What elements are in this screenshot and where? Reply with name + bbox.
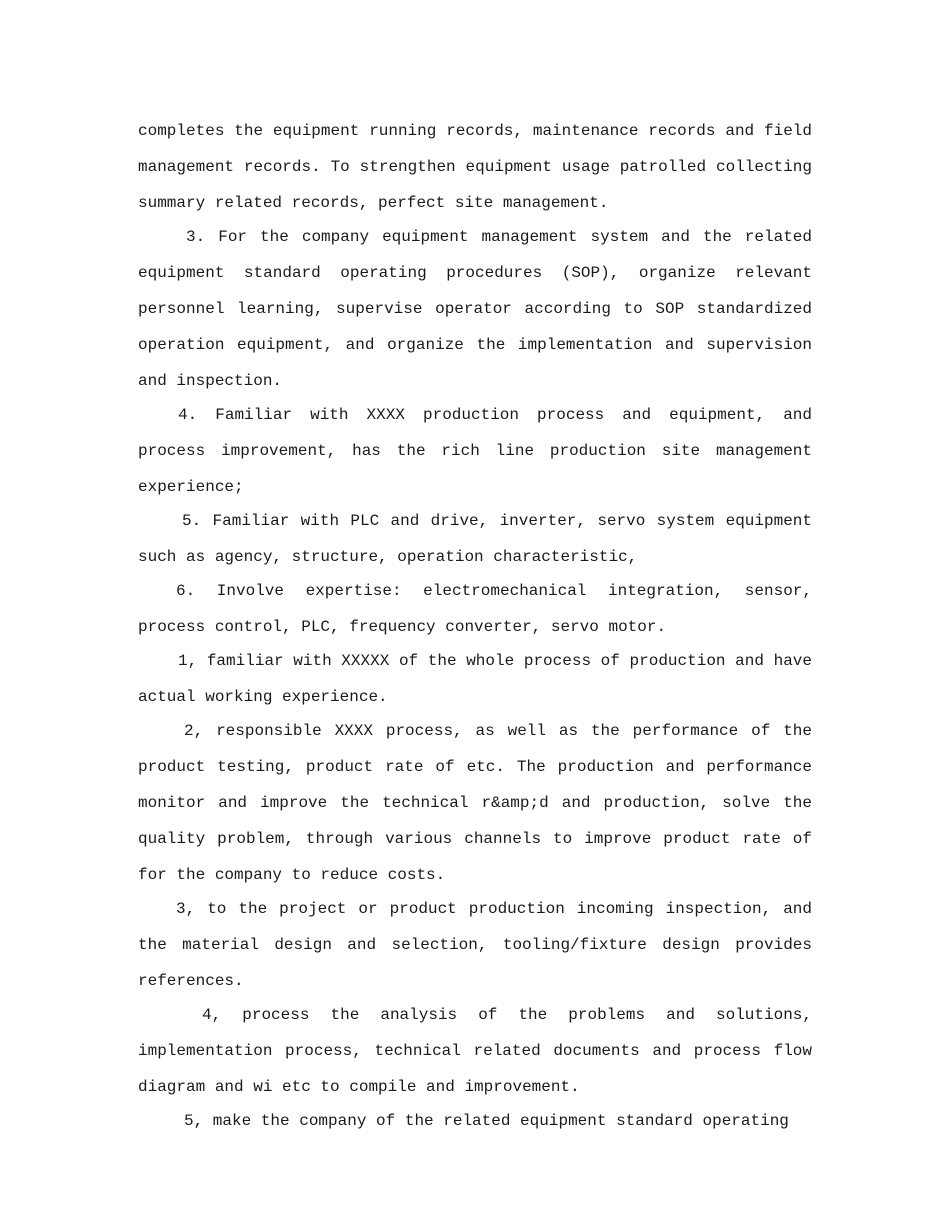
paragraph-item-6-expertise: 6. Involve expertise: electromechanical integration, sensor, process control, PLC, frequency converter, servo motor. — [138, 582, 812, 636]
document-body — [138, 113, 812, 1137]
paragraph-duty-1: 1, familiar with XXXXX of the whole process of production and have actual working experience. — [138, 652, 812, 706]
paragraph-item-3-sop: 3. For the company equipment management system and the related equipment standard operating procedures (SOP), organize relevant personnel learning, supervise operator according to SOP standardized operation equipment, and organize the implementation and supervision and inspection. — [138, 228, 812, 390]
paragraph-records-summary: completes the equipment running records, maintenance records and field management records. To strengthen equipment usage patrolled collecting summary related records, perfect site management. — [138, 122, 812, 212]
paragraph-duty-5: 5, make the company of the related equipment standard operating — [184, 1112, 789, 1130]
paragraph-item-5-plc: 5. Familiar with PLC and drive, inverter, servo system equipment such as agency, structure, operation characteristic, — [138, 512, 812, 566]
paragraph-duty-2: 2, responsible XXXX process, as well as the performance of the product testing, product rate of etc. The production and performance monitor and improve the technical r&amp;d and production, solve the quality problem, through various channels to improve product rate of for the company to reduce costs. — [138, 722, 812, 884]
paragraph-duty-4: 4, process the analysis of the problems and solutions, implementation process, technical related documents and process flow diagram and wi etc to compile and improvement. — [138, 1006, 812, 1096]
paragraph-item-4-production-process: 4. Familiar with XXXX production process and equipment, and process improvement, has the rich line production site management experience; — [138, 406, 812, 496]
paragraph-duty-3: 3, to the project or product production incoming inspection, and the material design and selection, tooling/fixture design provides references. — [138, 900, 812, 990]
